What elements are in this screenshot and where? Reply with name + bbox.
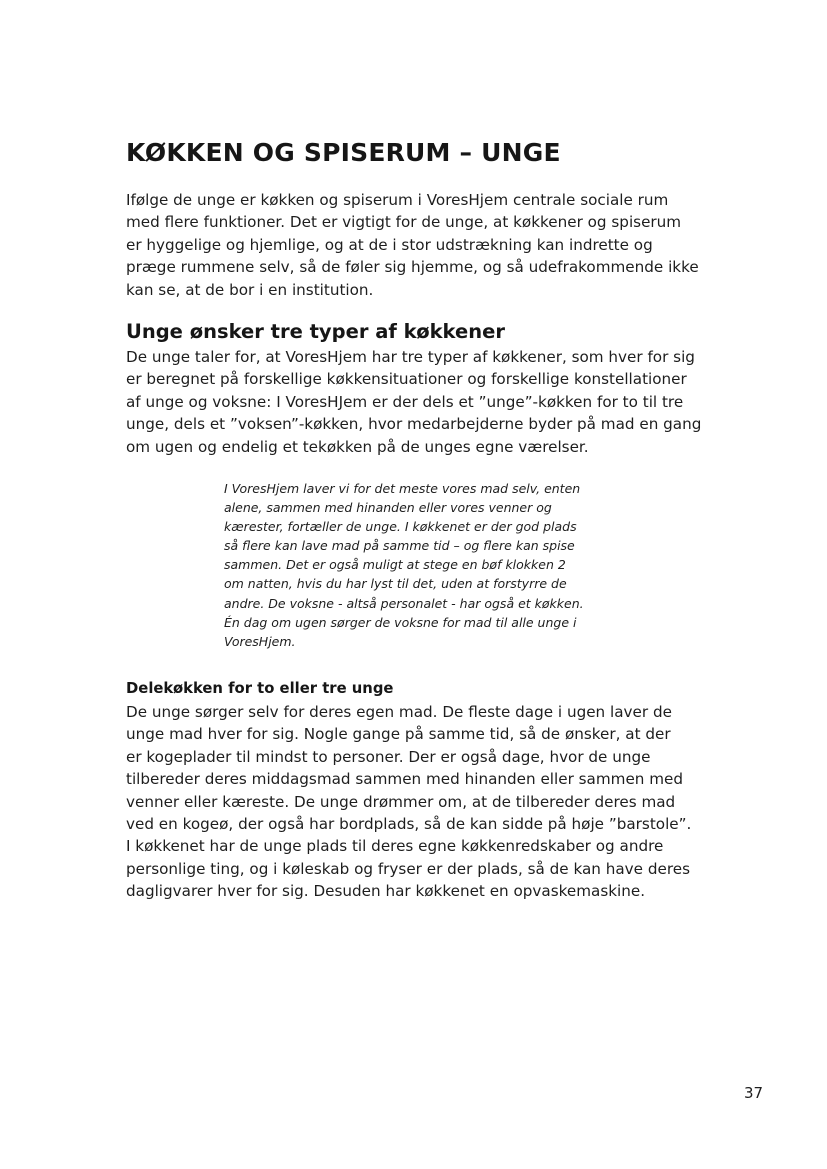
quote-line: alene, sammen med hinanden eller vores venner og bbox=[224, 500, 552, 516]
section1-line: om ugen og endelig et tekøkken på de unges egne værelser. bbox=[126, 437, 589, 456]
section1-line: unge, dels et ”voksen”-køkken, hvor medarbejderne byder på mad en gang bbox=[126, 415, 702, 434]
quote-line: I VoresHjem laver vi for det meste vores mad selv, enten bbox=[224, 481, 581, 496]
page-title: KØKKEN OG SPISERUM – UNGE bbox=[126, 138, 561, 167]
section2-line: dagligvarer hver for sig. Desuden har køkkenet en opvaskemaskine. bbox=[126, 882, 646, 901]
section2-line: I køkkenet har de unge plads til deres egne køkkenredskaber og andre bbox=[126, 837, 664, 856]
section-kitchen-types-paragraph bbox=[126, 346, 726, 458]
section2-line: De unge sørger selv for deres egen mad. De fleste dage i ugen laver de bbox=[126, 703, 672, 721]
section2-line: venner eller kæreste. De unge drømmer om, at de tilbereder deres mad bbox=[126, 792, 676, 811]
section2-line: personlige ting, og i køleskab og fryser er der plads, så de kan have deres bbox=[126, 859, 690, 878]
quote-line: andre. De voksne - altså personalet - har også et køkken. bbox=[224, 595, 584, 611]
section-shared-kitchen-paragraph bbox=[126, 701, 726, 903]
section1-line: De unge taler for, at VoresHjem har tre typer af køkkener, som hver for sig bbox=[126, 348, 695, 366]
section1-line: er beregnet på forskellige køkkensituationer og forskellige konstellationer bbox=[126, 370, 687, 389]
intro-line: med flere funktioner. Det er vigtigt for de unge, at køkkener og spiserum bbox=[126, 213, 682, 232]
youth-quote bbox=[224, 479, 624, 651]
section2-line: unge mad hver for sig. Nogle gange på samme tid, så de ønsker, at der bbox=[126, 725, 671, 744]
section-heading-kitchen-types: Unge ønsker tre typer af køkkener bbox=[126, 320, 505, 343]
section-heading-shared-kitchen: Delekøkken for to eller tre unge bbox=[126, 680, 394, 697]
quote-line: sammen. Det er også muligt at stege en bøf klokken 2 bbox=[224, 557, 566, 573]
section2-line: tilbereder deres middagsmad sammen med hinanden eller sammen med bbox=[126, 770, 684, 789]
quote-line: om natten, hvis du har lyst til det, uden at forstyrre de bbox=[224, 576, 567, 592]
intro-line: er hyggelige og hjemlige, og at de i stor udstrækning kan indrette og bbox=[126, 235, 653, 254]
quote-line: VoresHjem. bbox=[224, 633, 296, 649]
intro-line: kan se, at de bor i en institution. bbox=[126, 280, 374, 299]
section2-line: ved en kogeø, der også har bordplads, så de kan sidde på høje ”barstole”. bbox=[126, 815, 692, 834]
quote-line: så flere kan lave mad på samme tid – og flere kan spise bbox=[224, 538, 575, 554]
intro-line: præge rummene selv, så de føler sig hjemme, og så udefrakommende ikke bbox=[126, 258, 699, 277]
quote-line: kærester, fortæller de unge. I køkkenet er der god plads bbox=[224, 519, 577, 535]
page-number: 37 bbox=[744, 1084, 764, 1102]
section2-line: er kogeplader til mindst to personer. Der er også dage, hvor de unge bbox=[126, 747, 651, 766]
section1-line: af unge og voksne: I VoresHJem er der dels et ”unge”-køkken for to til tre bbox=[126, 392, 684, 411]
intro-line: Ifølge de unge er køkken og spiserum i VoresHjem centrale sociale rum bbox=[126, 191, 669, 209]
intro-paragraph bbox=[126, 189, 726, 301]
quote-line: Én dag om ugen sørger de voksne for mad til alle unge i bbox=[224, 614, 577, 630]
